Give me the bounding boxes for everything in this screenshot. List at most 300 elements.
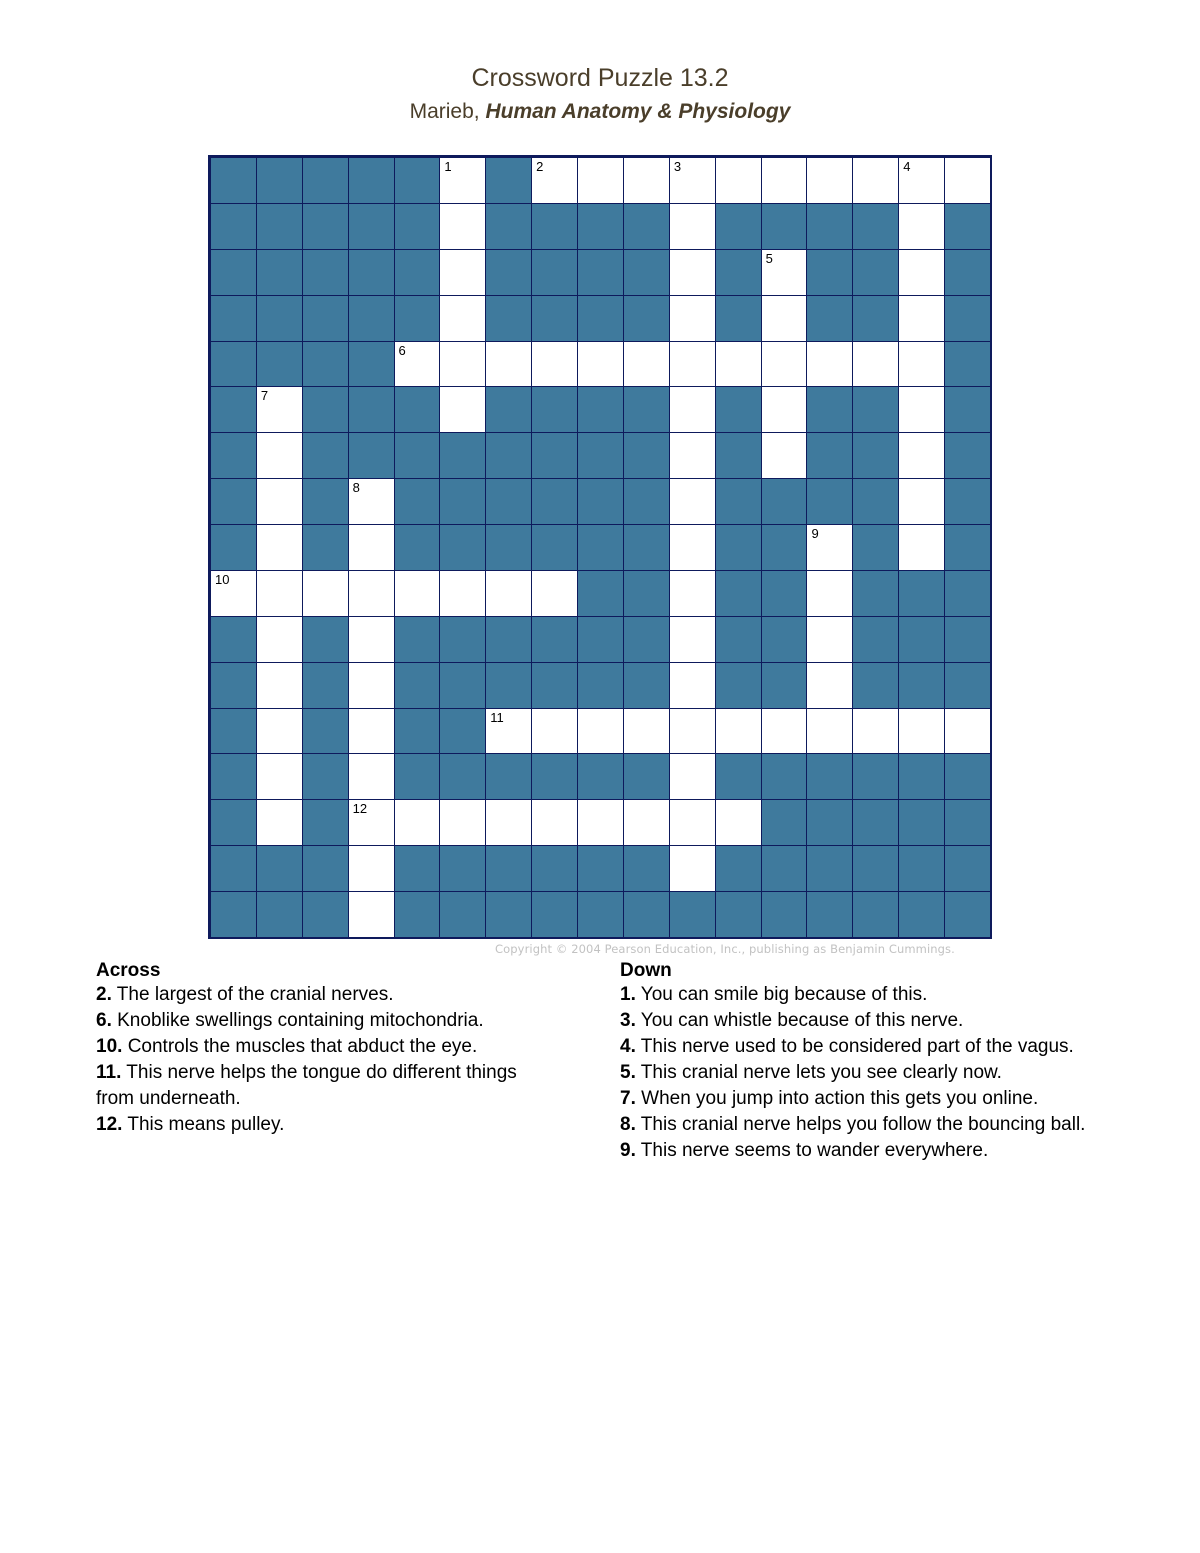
grid-cell-blocked xyxy=(302,799,349,846)
copyright-notice: Copyright © 2004 Pearson Education, Inc., publishing as Benjamin Cummings. xyxy=(495,942,955,956)
grid-cell-open[interactable] xyxy=(669,662,716,709)
grid-cell-blocked xyxy=(394,708,441,755)
grid-cell-open[interactable] xyxy=(439,203,486,250)
grid-cell-blocked xyxy=(944,249,991,296)
grid-cell-open[interactable] xyxy=(669,616,716,663)
grid-cell-blocked xyxy=(761,203,808,250)
grid-cell-blocked xyxy=(715,524,762,571)
grid-cell-open[interactable] xyxy=(623,341,670,388)
grid-cell-blocked xyxy=(348,386,395,433)
grid-cell-blocked xyxy=(944,295,991,342)
grid-cell-blocked xyxy=(256,845,303,892)
grid-cell-open[interactable] xyxy=(852,341,899,388)
grid-cell-blocked xyxy=(761,753,808,800)
grid-cell-blocked xyxy=(715,662,762,709)
clue-item-number: 10. xyxy=(96,1036,123,1057)
clue-item-text: Knoblike swellings containing mitochondria. xyxy=(111,1010,484,1031)
grid-cell-blocked xyxy=(439,845,486,892)
grid-cell-blocked xyxy=(256,203,303,250)
clue-item-text: When you jump into action this gets you online. xyxy=(635,1088,1039,1109)
grid-cell-open[interactable] xyxy=(256,753,303,800)
grid-cell-open[interactable] xyxy=(302,570,349,617)
grid-cell-blocked xyxy=(302,249,349,296)
clue-item-number: 5. xyxy=(620,1062,636,1083)
grid-cell-open[interactable] xyxy=(256,616,303,663)
grid-cell-blocked xyxy=(302,891,349,938)
grid-cell-open[interactable] xyxy=(944,708,991,755)
grid-cell-open[interactable] xyxy=(669,249,716,296)
grid-cell-open[interactable] xyxy=(485,708,532,755)
grid-cell-blocked xyxy=(669,891,716,938)
grid-cell-blocked xyxy=(210,157,257,204)
grid-cell-blocked xyxy=(485,386,532,433)
grid-cell-blocked xyxy=(210,799,257,846)
grid-cell-blocked xyxy=(302,341,349,388)
clue-item xyxy=(620,1112,1090,1138)
grid-cell-open[interactable] xyxy=(669,753,716,800)
clue-number: 12 xyxy=(352,801,368,817)
grid-cell-blocked xyxy=(394,891,441,938)
grid-cell-blocked xyxy=(302,753,349,800)
grid-cell-blocked xyxy=(898,799,945,846)
grid-cell-blocked xyxy=(898,891,945,938)
grid-cell-open[interactable] xyxy=(485,799,532,846)
grid-cell-blocked xyxy=(852,570,899,617)
grid-cell-blocked xyxy=(944,478,991,525)
grid-cell-blocked xyxy=(715,845,762,892)
grid-cell-open[interactable] xyxy=(944,157,991,204)
grid-cell-blocked xyxy=(302,845,349,892)
grid-cell-open[interactable] xyxy=(761,432,808,479)
grid-cell-open[interactable] xyxy=(761,708,808,755)
grid-cell-blocked xyxy=(394,386,441,433)
grid-cell-blocked xyxy=(944,891,991,938)
grid-cell-blocked xyxy=(531,432,578,479)
grid-cell-blocked xyxy=(439,753,486,800)
grid-cell-blocked xyxy=(210,845,257,892)
grid-cell-blocked xyxy=(485,203,532,250)
grid-cell-blocked xyxy=(806,891,853,938)
clue-item-text: You can whistle because of this nerve. xyxy=(635,1010,964,1031)
grid-cell-open[interactable] xyxy=(256,799,303,846)
puzzle-title: Crossword Puzzle 13.2 xyxy=(471,64,729,92)
grid-cell-blocked xyxy=(531,203,578,250)
grid-cell-open[interactable] xyxy=(623,708,670,755)
grid-cell-blocked xyxy=(577,753,624,800)
grid-cell-open[interactable] xyxy=(715,708,762,755)
grid-cell-open[interactable] xyxy=(348,708,395,755)
clue-item xyxy=(96,1060,556,1112)
grid-cell-open[interactable] xyxy=(806,524,853,571)
grid-cell-open[interactable] xyxy=(623,157,670,204)
grid-cell-blocked xyxy=(394,295,441,342)
grid-cell-open[interactable] xyxy=(439,341,486,388)
grid-cell-blocked xyxy=(302,662,349,709)
grid-cell-open[interactable] xyxy=(485,570,532,617)
grid-cell-open[interactable] xyxy=(577,799,624,846)
grid-cell-blocked xyxy=(577,203,624,250)
grid-cell-blocked xyxy=(852,662,899,709)
grid-cell-blocked xyxy=(394,157,441,204)
clue-item-number: 3. xyxy=(620,1010,636,1031)
grid-cell-open[interactable] xyxy=(256,386,303,433)
down-clue-list xyxy=(620,982,1090,1164)
clue-item-number: 9. xyxy=(620,1140,636,1161)
grid-cell-blocked xyxy=(852,295,899,342)
grid-cell-blocked xyxy=(439,432,486,479)
grid-cell-open[interactable] xyxy=(348,616,395,663)
across-clues xyxy=(96,960,556,1138)
grid-cell-blocked xyxy=(302,524,349,571)
grid-cell-open[interactable] xyxy=(806,570,853,617)
grid-cell-open[interactable] xyxy=(348,753,395,800)
grid-cell-blocked xyxy=(577,524,624,571)
grid-cell-open[interactable] xyxy=(898,478,945,525)
grid-cell-blocked xyxy=(623,478,670,525)
clue-number: 4 xyxy=(903,159,911,174)
grid-cell-blocked xyxy=(852,203,899,250)
clue-item-text: The largest of the cranial nerves. xyxy=(111,984,394,1005)
grid-cell-blocked xyxy=(531,295,578,342)
clue-item xyxy=(96,1112,556,1138)
grid-cell-blocked xyxy=(302,708,349,755)
grid-cell-open[interactable] xyxy=(531,799,578,846)
grid-cell-open[interactable] xyxy=(761,249,808,296)
grid-cell-open[interactable] xyxy=(898,203,945,250)
clue-item-text: Controls the muscles that abduct the eye. xyxy=(122,1036,478,1057)
grid-cell-blocked xyxy=(485,616,532,663)
grid-cell-open[interactable] xyxy=(394,570,441,617)
grid-cell-blocked xyxy=(761,524,808,571)
grid-cell-open[interactable] xyxy=(669,432,716,479)
grid-cell-open[interactable] xyxy=(577,157,624,204)
grid-cell-blocked xyxy=(210,432,257,479)
grid-cell-blocked xyxy=(577,386,624,433)
grid-cell-blocked xyxy=(210,616,257,663)
grid-cell-open[interactable] xyxy=(531,708,578,755)
grid-cell-blocked xyxy=(623,570,670,617)
grid-cell-blocked xyxy=(531,662,578,709)
grid-cell-blocked xyxy=(577,295,624,342)
clue-item-number: 7. xyxy=(620,1088,636,1109)
grid-cell-blocked xyxy=(623,845,670,892)
grid-cell-blocked xyxy=(944,524,991,571)
grid-cell-blocked xyxy=(394,249,441,296)
grid-cell-blocked xyxy=(531,891,578,938)
grid-cell-open[interactable] xyxy=(898,157,945,204)
grid-cell-blocked xyxy=(944,386,991,433)
clue-item xyxy=(620,982,1090,1008)
grid-cell-blocked xyxy=(944,570,991,617)
grid-cell-open[interactable] xyxy=(439,799,486,846)
grid-cell-blocked xyxy=(256,891,303,938)
clue-number: 9 xyxy=(811,526,819,542)
grid-cell-blocked xyxy=(485,432,532,479)
grid-cell-blocked xyxy=(761,845,808,892)
grid-cell-open[interactable] xyxy=(761,386,808,433)
grid-cell-blocked xyxy=(348,295,395,342)
grid-cell-open[interactable] xyxy=(669,203,716,250)
clue-item xyxy=(620,1008,1090,1034)
grid-cell-blocked xyxy=(210,203,257,250)
grid-cell-blocked xyxy=(394,478,441,525)
clue-number: 11 xyxy=(490,709,504,725)
grid-cell-open[interactable] xyxy=(669,708,716,755)
crossword-grid xyxy=(208,155,992,939)
grid-cell-open[interactable] xyxy=(898,341,945,388)
grid-cell-open[interactable] xyxy=(898,249,945,296)
grid-cell-blocked xyxy=(256,249,303,296)
grid-cell-blocked xyxy=(302,478,349,525)
grid-cell-open[interactable] xyxy=(256,432,303,479)
grid-cell-blocked xyxy=(577,432,624,479)
grid-cell-blocked xyxy=(485,753,532,800)
grid-cell-open[interactable] xyxy=(439,157,486,204)
grid-cell-blocked xyxy=(394,753,441,800)
grid-cell-blocked xyxy=(852,753,899,800)
grid-cell-open[interactable] xyxy=(439,570,486,617)
grid-cell-open[interactable] xyxy=(806,341,853,388)
grid-cell-blocked xyxy=(623,249,670,296)
grid-cell-open[interactable] xyxy=(852,708,899,755)
grid-cell-open[interactable] xyxy=(439,386,486,433)
grid-cell-blocked xyxy=(210,708,257,755)
grid-cell-blocked xyxy=(898,845,945,892)
grid-cell-blocked xyxy=(715,570,762,617)
clue-item-number: 1. xyxy=(620,984,636,1005)
puzzle-subtitle xyxy=(0,100,1200,124)
grid-cell-blocked xyxy=(210,753,257,800)
grid-cell-blocked xyxy=(348,432,395,479)
grid-cell-blocked xyxy=(715,432,762,479)
grid-cell-blocked xyxy=(210,891,257,938)
clue-item-text: This cranial nerve lets you see clearly now. xyxy=(635,1062,1002,1083)
grid-cell-blocked xyxy=(852,249,899,296)
grid-cell-blocked xyxy=(715,616,762,663)
grid-cell-blocked xyxy=(439,616,486,663)
grid-cell-open[interactable] xyxy=(348,524,395,571)
grid-cell-open[interactable] xyxy=(898,386,945,433)
grid-cell-blocked xyxy=(761,616,808,663)
grid-cell-blocked xyxy=(210,662,257,709)
grid-cell-open[interactable] xyxy=(761,157,808,204)
grid-cell-open[interactable] xyxy=(348,662,395,709)
grid-cell-blocked xyxy=(944,203,991,250)
grid-cell-blocked xyxy=(944,662,991,709)
grid-cell-open[interactable] xyxy=(669,845,716,892)
grid-cell-blocked xyxy=(485,845,532,892)
grid-cell-blocked xyxy=(485,662,532,709)
grid-cell-blocked xyxy=(761,799,808,846)
grid-cell-blocked xyxy=(806,845,853,892)
grid-cell-open[interactable] xyxy=(898,432,945,479)
grid-cell-blocked xyxy=(577,891,624,938)
grid-cell-blocked xyxy=(806,295,853,342)
grid-cell-open[interactable] xyxy=(256,570,303,617)
grid-cell-blocked xyxy=(806,478,853,525)
grid-cell-blocked xyxy=(439,891,486,938)
grid-cell-open[interactable] xyxy=(256,478,303,525)
grid-cell-blocked xyxy=(852,432,899,479)
clue-item xyxy=(620,1086,1090,1112)
grid-cell-open[interactable] xyxy=(531,157,578,204)
grid-cell-blocked xyxy=(577,249,624,296)
grid-cell-open[interactable] xyxy=(715,341,762,388)
grid-cell-open[interactable] xyxy=(256,708,303,755)
grid-cell-open[interactable] xyxy=(669,341,716,388)
grid-cell-open[interactable] xyxy=(348,845,395,892)
grid-cell-open[interactable] xyxy=(669,478,716,525)
grid-cell-open[interactable] xyxy=(577,341,624,388)
grid-cell-blocked xyxy=(439,524,486,571)
grid-cell-blocked xyxy=(256,295,303,342)
grid-cell-open[interactable] xyxy=(531,341,578,388)
clue-number: 10 xyxy=(215,571,230,587)
grid-cell-open[interactable] xyxy=(761,295,808,342)
grid-cell-blocked xyxy=(210,478,257,525)
clue-item xyxy=(620,1138,1090,1164)
clue-item xyxy=(620,1060,1090,1086)
grid-cell-open[interactable] xyxy=(531,570,578,617)
grid-cell-blocked xyxy=(348,249,395,296)
grid-cell-open[interactable] xyxy=(577,708,624,755)
clue-item-text: This cranial nerve helps you follow the bouncing ball. xyxy=(635,1114,1086,1135)
grid-cell-open[interactable] xyxy=(348,891,395,938)
clue-item-text: This nerve helps the tongue do different things from underneath. xyxy=(96,1062,517,1109)
grid-cell-blocked xyxy=(623,662,670,709)
grid-cell-blocked xyxy=(485,249,532,296)
grid-cell-open[interactable] xyxy=(898,708,945,755)
grid-cell-blocked xyxy=(852,891,899,938)
grid-cell-blocked xyxy=(394,616,441,663)
grid-cell-blocked xyxy=(715,295,762,342)
grid-cell-blocked xyxy=(439,662,486,709)
clue-item-text: This means pulley. xyxy=(122,1114,285,1135)
grid-cell-blocked xyxy=(623,616,670,663)
grid-cell-blocked xyxy=(485,295,532,342)
across-heading: Across xyxy=(96,960,161,981)
grid-cell-open[interactable] xyxy=(394,799,441,846)
grid-cell-open[interactable] xyxy=(898,524,945,571)
grid-cell-blocked xyxy=(806,799,853,846)
grid-cell-blocked xyxy=(761,662,808,709)
grid-cell-open[interactable] xyxy=(715,157,762,204)
clue-item xyxy=(96,1034,556,1060)
grid-cell-blocked xyxy=(256,341,303,388)
grid-cell-blocked xyxy=(348,203,395,250)
grid-cell-open[interactable] xyxy=(806,708,853,755)
grid-cell-blocked xyxy=(715,203,762,250)
grid-cell-open[interactable] xyxy=(669,295,716,342)
clue-item-number: 2. xyxy=(96,984,112,1005)
grid-cell-blocked xyxy=(531,524,578,571)
grid-cell-blocked xyxy=(806,203,853,250)
grid-cell-blocked xyxy=(394,524,441,571)
clue-item xyxy=(96,1008,556,1034)
grid-cell-open[interactable] xyxy=(439,295,486,342)
grid-cell-open[interactable] xyxy=(485,341,532,388)
grid-cell-open[interactable] xyxy=(806,662,853,709)
grid-cell-open[interactable] xyxy=(806,157,853,204)
grid-cell-blocked xyxy=(852,799,899,846)
grid-cell-blocked xyxy=(256,157,303,204)
grid-cell-open[interactable] xyxy=(394,341,441,388)
grid-cell-open[interactable] xyxy=(669,524,716,571)
grid-cell-blocked xyxy=(852,845,899,892)
grid-cell-blocked xyxy=(210,341,257,388)
grid-cell-open[interactable] xyxy=(669,157,716,204)
grid-cell-open[interactable] xyxy=(348,478,395,525)
clue-item-number: 12. xyxy=(96,1114,123,1135)
grid-cell-open[interactable] xyxy=(210,570,257,617)
grid-cell-blocked xyxy=(210,249,257,296)
grid-cell-blocked xyxy=(531,845,578,892)
grid-cell-blocked xyxy=(852,386,899,433)
grid-cell-blocked xyxy=(623,203,670,250)
grid-cell-open[interactable] xyxy=(256,524,303,571)
clue-item-text: This nerve seems to wander everywhere. xyxy=(635,1140,989,1161)
clue-item-number: 6. xyxy=(96,1010,112,1031)
grid-cell-blocked xyxy=(210,524,257,571)
grid-cell-blocked xyxy=(302,203,349,250)
clue-number: 7 xyxy=(260,388,269,404)
grid-cell-blocked xyxy=(577,662,624,709)
grid-cell-open[interactable] xyxy=(761,341,808,388)
grid-cell-blocked xyxy=(852,616,899,663)
grid-cell-open[interactable] xyxy=(669,386,716,433)
grid-cell-blocked xyxy=(715,891,762,938)
grid-cell-open[interactable] xyxy=(898,295,945,342)
grid-cell-open[interactable] xyxy=(348,570,395,617)
grid-cell-blocked xyxy=(761,570,808,617)
grid-cell-blocked xyxy=(577,570,624,617)
grid-cell-blocked xyxy=(485,891,532,938)
clue-item-number: 8. xyxy=(620,1114,636,1135)
grid-cell-blocked xyxy=(852,478,899,525)
grid-cell-blocked xyxy=(348,341,395,388)
grid-cell-blocked xyxy=(806,386,853,433)
clue-number: 2 xyxy=(536,159,544,174)
clue-number: 3 xyxy=(673,159,682,174)
down-heading: Down xyxy=(620,960,672,981)
down-clues xyxy=(620,960,1090,1164)
grid-cell-blocked xyxy=(439,708,486,755)
grid-cell-blocked xyxy=(577,616,624,663)
grid-cell-blocked xyxy=(944,845,991,892)
grid-cell-blocked xyxy=(715,753,762,800)
grid-cell-open[interactable] xyxy=(806,616,853,663)
grid-cell-blocked xyxy=(439,478,486,525)
grid-cell-open[interactable] xyxy=(852,157,899,204)
grid-cell-open[interactable] xyxy=(439,249,486,296)
grid-cell-blocked xyxy=(806,432,853,479)
grid-cell-open[interactable] xyxy=(715,799,762,846)
grid-cell-open[interactable] xyxy=(669,570,716,617)
grid-cell-blocked xyxy=(210,386,257,433)
grid-cell-open[interactable] xyxy=(348,799,395,846)
grid-cell-open[interactable] xyxy=(669,799,716,846)
grid-cell-blocked xyxy=(302,432,349,479)
grid-cell-blocked xyxy=(302,616,349,663)
grid-cell-blocked xyxy=(394,845,441,892)
grid-cell-open[interactable] xyxy=(623,799,670,846)
grid-cell-blocked xyxy=(210,295,257,342)
grid-cell-blocked xyxy=(715,386,762,433)
grid-cell-blocked xyxy=(394,203,441,250)
grid-cell-open[interactable] xyxy=(256,662,303,709)
grid-cell-blocked xyxy=(806,249,853,296)
clue-item xyxy=(96,982,556,1008)
